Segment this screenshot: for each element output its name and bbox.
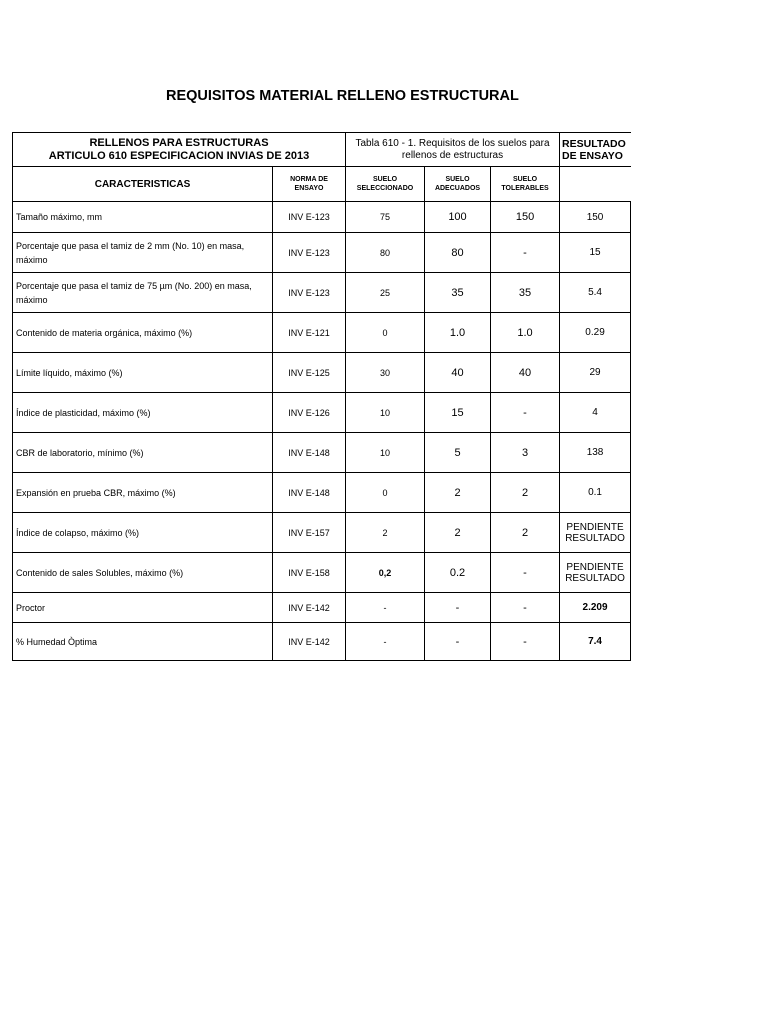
- seleccionado-cell: 10: [346, 393, 425, 433]
- requirements-table: [12, 132, 631, 661]
- adecuados-cell: 2: [425, 513, 491, 553]
- norma-cell: INV E-123: [273, 233, 346, 273]
- table-row: [13, 233, 631, 273]
- column-header-adecuados: [425, 167, 491, 202]
- norma-cell: INV E-157: [273, 513, 346, 553]
- resultado-cell: 2.209: [560, 593, 631, 623]
- header-resultado-cell: [560, 133, 631, 167]
- seleccionado-cell: 25: [346, 273, 425, 313]
- resultado-line1: PENDIENTE: [566, 521, 624, 533]
- norma-cell: INV E-123: [273, 273, 346, 313]
- header-resultado-line1: RESULTADO: [562, 137, 626, 150]
- seleccionado-cell: -: [346, 593, 425, 623]
- header-row-columns: [13, 167, 631, 202]
- caracteristica-cell: Índice de plasticidad, máximo (%): [13, 393, 273, 433]
- seleccionado-cell: 30: [346, 353, 425, 393]
- caracteristica-cell: Límite líquido, máximo (%): [13, 353, 273, 393]
- norma-line2: ENSAYO: [294, 185, 324, 192]
- tolerables-cell: -: [491, 623, 560, 661]
- column-header-seleccionado: [346, 167, 425, 202]
- resultado-cell: 150: [560, 202, 631, 233]
- header-line2: ARTICULO 610 ESPECIFICACION INVIAS DE 2013: [48, 149, 310, 162]
- adecuados-cell: 0.2: [425, 553, 491, 593]
- adecuados-cell: 40: [425, 353, 491, 393]
- adecuados-cell: -: [425, 623, 491, 661]
- tolerables-cell: -: [491, 553, 560, 593]
- adecuados-cell: 15: [425, 393, 491, 433]
- adecuados-line2: ADECUADOS: [434, 185, 481, 192]
- table-row: [13, 273, 631, 313]
- caracteristica-cell: Porcentaje que pasa el tamiz de 2 mm (No. 10) en masa, máximo: [13, 233, 273, 273]
- adecuados-cell: 35: [425, 273, 491, 313]
- column-header-tolerables: [491, 167, 560, 202]
- column-header-resultado-blank: [560, 167, 631, 202]
- norma-cell: INV E-158: [273, 553, 346, 593]
- adecuados-cell: 100: [425, 202, 491, 233]
- norma-cell: INV E-142: [273, 593, 346, 623]
- norma-line1: NORMA DE: [290, 176, 328, 183]
- caracteristica-cell: Contenido de materia orgánica, máximo (%): [13, 313, 273, 353]
- caracteristica-cell: Porcentaje que pasa el tamiz de 75 µm (No. 200) en masa, máximo: [13, 273, 273, 313]
- resultado-cell: [560, 513, 631, 553]
- seleccionado-line2: SELECCIONADO: [356, 185, 414, 192]
- resultado-cell: 15: [560, 233, 631, 273]
- resultado-cell: 4: [560, 393, 631, 433]
- tolerables-cell: 1.0: [491, 313, 560, 353]
- tolerables-line2: TOLERABLES: [501, 185, 549, 192]
- seleccionado-cell: 2: [346, 513, 425, 553]
- seleccionado-cell: 0,2: [346, 553, 425, 593]
- resultado-line2: RESULTADO: [565, 572, 625, 584]
- resultado-cell: 0.29: [560, 313, 631, 353]
- seleccionado-cell: -: [346, 623, 425, 661]
- table-row: [13, 202, 631, 233]
- header-tabla-cell: Tabla 610 - 1. Requisitos de los suelos para rellenos de estructuras: [346, 133, 560, 167]
- caracteristica-cell: Índice de colapso, máximo (%): [13, 513, 273, 553]
- norma-cell: INV E-125: [273, 353, 346, 393]
- tolerables-cell: 150: [491, 202, 560, 233]
- table-row: [13, 393, 631, 433]
- resultado-cell: 29: [560, 353, 631, 393]
- seleccionado-cell: 75: [346, 202, 425, 233]
- table-row: [13, 473, 631, 513]
- seleccionado-cell: 0: [346, 313, 425, 353]
- document-title: REQUISITOS MATERIAL RELLENO ESTRUCTURAL: [166, 88, 519, 104]
- norma-cell: INV E-121: [273, 313, 346, 353]
- table-row: [13, 553, 631, 593]
- seleccionado-cell: 10: [346, 433, 425, 473]
- header-row-title: [13, 133, 631, 167]
- header-rellenos-cell: [13, 133, 346, 167]
- table-row: [13, 353, 631, 393]
- norma-cell: INV E-126: [273, 393, 346, 433]
- resultado-line2: RESULTADO: [565, 532, 625, 544]
- tolerables-cell: 2: [491, 473, 560, 513]
- caracteristica-cell: Expansión en prueba CBR, máximo (%): [13, 473, 273, 513]
- adecuados-cell: 5: [425, 433, 491, 473]
- tolerables-cell: -: [491, 593, 560, 623]
- resultado-cell: 5.4: [560, 273, 631, 313]
- column-header-norma: [273, 167, 346, 202]
- caracteristica-cell: % Humedad Òptima: [13, 623, 273, 661]
- adecuados-line1: SUELO: [445, 176, 470, 183]
- header-line1: RELLENOS PARA ESTRUCTURAS: [89, 136, 269, 149]
- seleccionado-line1: SUELO: [372, 176, 398, 183]
- adecuados-cell: 1.0: [425, 313, 491, 353]
- tolerables-cell: -: [491, 393, 560, 433]
- table-row: [13, 433, 631, 473]
- adecuados-cell: 80: [425, 233, 491, 273]
- adecuados-cell: 2: [425, 473, 491, 513]
- caracteristica-cell: Proctor: [13, 593, 273, 623]
- tolerables-cell: 40: [491, 353, 560, 393]
- resultado-line1: PENDIENTE: [566, 561, 624, 573]
- table-row: [13, 313, 631, 353]
- column-header-caracteristicas: CARACTERISTICAS: [13, 167, 273, 202]
- resultado-cell: [560, 553, 631, 593]
- tolerables-cell: 35: [491, 273, 560, 313]
- tolerables-cell: -: [491, 233, 560, 273]
- seleccionado-cell: 80: [346, 233, 425, 273]
- norma-cell: INV E-148: [273, 473, 346, 513]
- caracteristica-cell: CBR de laboratorio, mínimo (%): [13, 433, 273, 473]
- seleccionado-cell: 0: [346, 473, 425, 513]
- adecuados-cell: -: [425, 593, 491, 623]
- norma-cell: INV E-142: [273, 623, 346, 661]
- tolerables-cell: 3: [491, 433, 560, 473]
- tolerables-cell: 2: [491, 513, 560, 553]
- table-row: [13, 593, 631, 623]
- norma-cell: INV E-148: [273, 433, 346, 473]
- resultado-cell: 0.1: [560, 473, 631, 513]
- table-row: [13, 623, 631, 661]
- caracteristica-cell: Tamaño máximo, mm: [13, 202, 273, 233]
- resultado-cell: 7.4: [560, 623, 631, 661]
- norma-cell: INV E-123: [273, 202, 346, 233]
- caracteristica-cell: Contenido de sales Solubles, máximo (%): [13, 553, 273, 593]
- table-row: [13, 513, 631, 553]
- tolerables-line1: SUELO: [512, 176, 538, 183]
- resultado-cell: 138: [560, 433, 631, 473]
- header-resultado-line2: DE ENSAYO: [562, 149, 623, 162]
